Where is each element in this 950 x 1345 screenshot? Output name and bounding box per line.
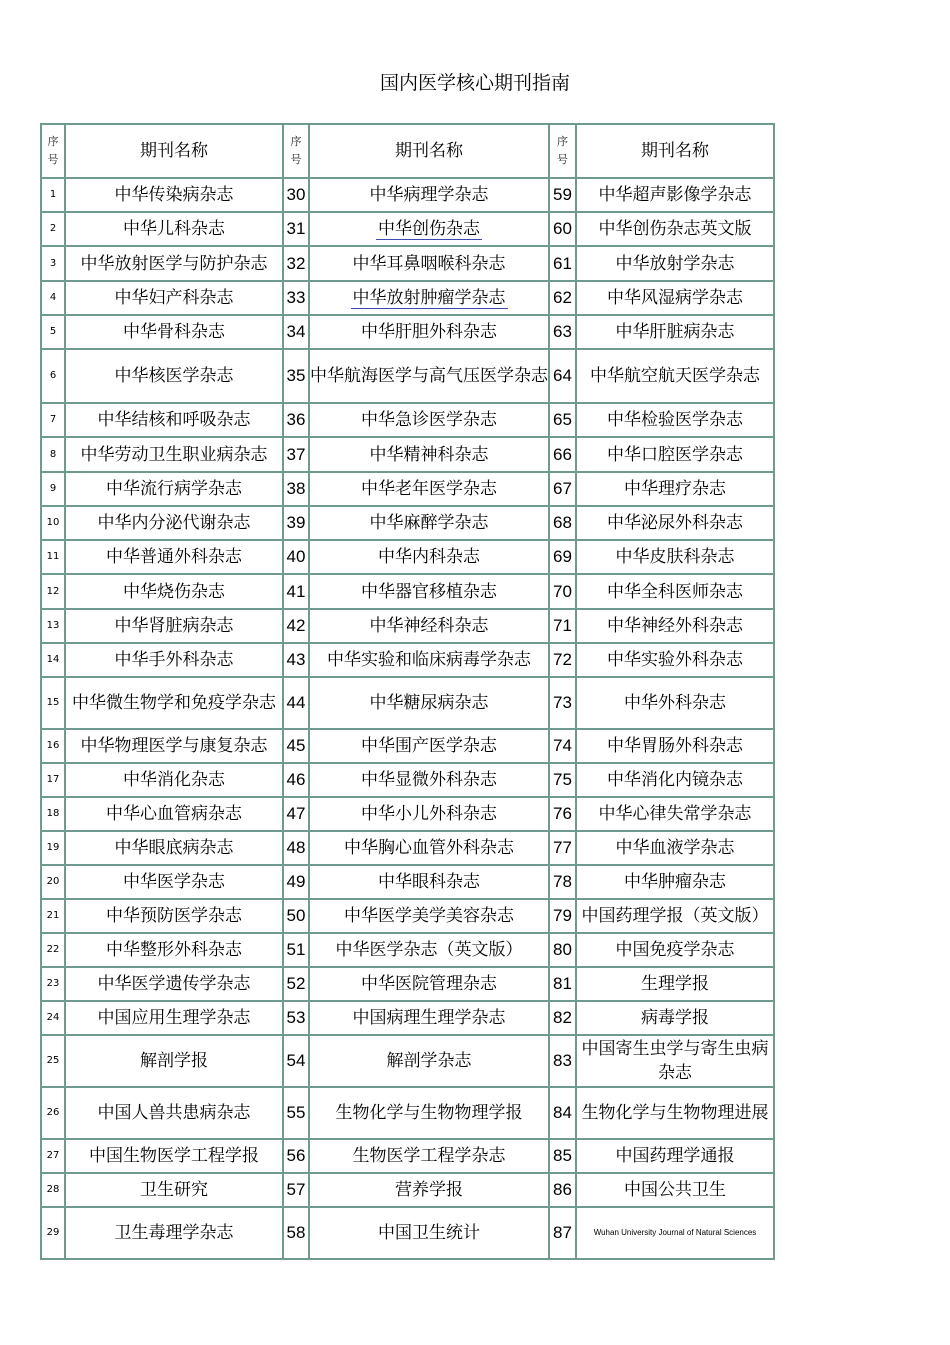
table-row — [41, 763, 774, 797]
table-row — [41, 1207, 774, 1259]
seq-number: 33 — [283, 281, 309, 315]
journal-name: 中华实验和临床病毒学杂志 — [309, 643, 549, 677]
seq-number: 44 — [283, 677, 309, 729]
seq-header-char-2: 号 — [557, 153, 568, 166]
seq-number: 36 — [283, 403, 309, 437]
seq-number: 80 — [549, 933, 576, 967]
journal-name: 中华眼科杂志 — [309, 865, 549, 899]
seq-number: 32 — [283, 246, 309, 281]
journal-name: 中华病理学杂志 — [309, 178, 549, 212]
seq-header — [549, 124, 576, 178]
seq-number: 77 — [549, 831, 576, 865]
seq-header — [41, 124, 65, 178]
journal-name: 中华放射学杂志 — [576, 246, 774, 281]
seq-number: 55 — [283, 1087, 309, 1139]
journal-name: 病毒学报 — [576, 1001, 774, 1035]
name-header: 期刊名称 — [309, 124, 549, 178]
seq-number: 49 — [283, 865, 309, 899]
table-row — [41, 403, 774, 437]
journal-name: 中华皮肤科杂志 — [576, 540, 774, 574]
journal-name: 生物化学与生物物理学报 — [309, 1087, 549, 1139]
seq-number: 3 — [41, 246, 65, 281]
journal-name: 中国人兽共患病杂志 — [65, 1087, 283, 1139]
journal-name: 中华手外科杂志 — [65, 643, 283, 677]
table-row — [41, 246, 774, 281]
seq-number: 18 — [41, 797, 65, 831]
journal-name: 中国生物医学工程学报 — [65, 1139, 283, 1173]
seq-number: 57 — [283, 1173, 309, 1207]
seq-header-char-2: 号 — [47, 153, 59, 166]
table-row — [41, 472, 774, 506]
seq-number: 27 — [41, 1139, 65, 1173]
seq-number: 34 — [283, 315, 309, 349]
seq-number: 29 — [41, 1207, 65, 1259]
seq-number: 6 — [41, 349, 65, 403]
seq-number: 30 — [283, 178, 309, 212]
table-row — [41, 609, 774, 643]
seq-number: 16 — [41, 729, 65, 763]
seq-number: 64 — [549, 349, 576, 403]
journal-name: 中华肝胆外科杂志 — [309, 315, 549, 349]
seq-number: 7 — [41, 403, 65, 437]
seq-number: 65 — [549, 403, 576, 437]
seq-number: 28 — [41, 1173, 65, 1207]
table-row — [41, 831, 774, 865]
seq-number: 68 — [549, 506, 576, 540]
seq-number: 37 — [283, 437, 309, 472]
table-row — [41, 1001, 774, 1035]
seq-number: 43 — [283, 643, 309, 677]
seq-number: 19 — [41, 831, 65, 865]
seq-number: 56 — [283, 1139, 309, 1173]
journal-name: 中华肿瘤杂志 — [576, 865, 774, 899]
seq-number: 24 — [41, 1001, 65, 1035]
table-row — [41, 1087, 774, 1139]
table-row — [41, 797, 774, 831]
journal-name: 中国公共卫生 — [576, 1173, 774, 1207]
seq-number: 53 — [283, 1001, 309, 1035]
table-row — [41, 540, 774, 574]
table-row — [41, 865, 774, 899]
seq-number: 73 — [549, 677, 576, 729]
seq-number: 75 — [549, 763, 576, 797]
seq-number: 1 — [41, 178, 65, 212]
journal-name: 解剖学杂志 — [309, 1035, 549, 1087]
page-title: 国内医学核心期刊指南 — [379, 72, 570, 94]
journal-name: 中华胸心血管外科杂志 — [309, 831, 549, 865]
table-row — [41, 933, 774, 967]
journal-name: 中国应用生理学杂志 — [65, 1001, 283, 1035]
journal-name: 中华口腔医学杂志 — [576, 437, 774, 472]
journal-name: 中华医院管理杂志 — [309, 967, 549, 1001]
table-row — [41, 677, 774, 729]
seq-number: 74 — [549, 729, 576, 763]
journal-name: 中华放射肿瘤学杂志 — [352, 288, 506, 308]
seq-header-char-1: 序 — [290, 135, 302, 148]
seq-number: 87 — [549, 1207, 576, 1259]
seq-number: 5 — [41, 315, 65, 349]
journal-name: 中华医学杂志 — [65, 865, 283, 899]
seq-number: 51 — [283, 933, 309, 967]
journal-name: 中华显微外科杂志 — [309, 763, 549, 797]
table-row — [41, 1139, 774, 1173]
seq-number: 38 — [283, 472, 309, 506]
seq-number: 78 — [549, 865, 576, 899]
table-row — [41, 899, 774, 933]
journal-name: 中华创伤杂志英文版 — [576, 212, 774, 246]
journal-name: 中华检验医学杂志 — [576, 403, 774, 437]
table-row — [41, 349, 774, 403]
seq-number: 70 — [549, 574, 576, 609]
journal-name: 中华肾脏病杂志 — [65, 609, 283, 643]
seq-number: 4 — [41, 281, 65, 315]
journal-name: 中华烧伤杂志 — [65, 574, 283, 609]
seq-number: 21 — [41, 899, 65, 933]
journal-name: 中华儿科杂志 — [65, 212, 283, 246]
journal-name: 中华心血管病杂志 — [65, 797, 283, 831]
seq-number: 46 — [283, 763, 309, 797]
seq-number: 13 — [41, 609, 65, 643]
journal-name: 中华神经科杂志 — [309, 609, 549, 643]
journal-name: 中华传染病杂志 — [65, 178, 283, 212]
journal-name: 解剖学报 — [65, 1035, 283, 1087]
seq-header-char-1: 序 — [47, 135, 59, 148]
journal-name: 中华外科杂志 — [576, 677, 774, 729]
journal-name: 中华妇产科杂志 — [65, 281, 283, 315]
journal-name: 中华精神科杂志 — [309, 437, 549, 472]
journal-name: 中华结核和呼吸杂志 — [65, 403, 283, 437]
seq-number: 83 — [549, 1035, 576, 1087]
seq-number: 22 — [41, 933, 65, 967]
journal-name: 中华老年医学杂志 — [309, 472, 549, 506]
journal-name: 中华围产医学杂志 — [309, 729, 549, 763]
seq-number: 59 — [549, 178, 576, 212]
journal-name: 生物医学工程学杂志 — [309, 1139, 549, 1173]
seq-number: 20 — [41, 865, 65, 899]
journal-name: 中华劳动卫生职业病杂志 — [65, 437, 283, 472]
seq-header-char-1: 序 — [557, 135, 568, 148]
seq-number: 10 — [41, 506, 65, 540]
seq-number: 31 — [283, 212, 309, 246]
seq-number: 85 — [549, 1139, 576, 1173]
journal-name: 中华泌尿外科杂志 — [576, 506, 774, 540]
journal-name: 中华理疗杂志 — [576, 472, 774, 506]
journal-name: 中华医学美学美容杂志 — [309, 899, 549, 933]
seq-number: 15 — [41, 677, 65, 729]
seq-number: 41 — [283, 574, 309, 609]
journal-name: 中华骨科杂志 — [65, 315, 283, 349]
journal-name: 中华消化内镜杂志 — [576, 763, 774, 797]
journal-name: 中华器官移植杂志 — [309, 574, 549, 609]
seq-number: 35 — [283, 349, 309, 403]
journal-name: 中华航空航天医学杂志 — [576, 349, 774, 403]
table-row — [41, 729, 774, 763]
seq-number: 45 — [283, 729, 309, 763]
seq-number: 86 — [549, 1173, 576, 1207]
journal-name: 中国寄生虫学与寄生虫病杂志 — [576, 1035, 774, 1087]
table-row — [41, 643, 774, 677]
journal-name: 中华麻醉学杂志 — [309, 506, 549, 540]
seq-number: 14 — [41, 643, 65, 677]
journal-name: 中华整形外科杂志 — [65, 933, 283, 967]
journal-name-cell — [309, 212, 549, 246]
seq-number: 23 — [41, 967, 65, 1001]
seq-number: 72 — [549, 643, 576, 677]
journal-name: 中华内科杂志 — [309, 540, 549, 574]
journal-name: 中华实验外科杂志 — [576, 643, 774, 677]
journal-name: 中华医学遗传学杂志 — [65, 967, 283, 1001]
table-row — [41, 506, 774, 540]
journal-name: 卫生研究 — [65, 1173, 283, 1207]
seq-header-char-2: 号 — [290, 153, 302, 166]
journal-name: 中华眼底病杂志 — [65, 831, 283, 865]
seq-number: 26 — [41, 1087, 65, 1139]
journal-name: 中华超声影像学杂志 — [576, 178, 774, 212]
journal-name: 中华核医学杂志 — [65, 349, 283, 403]
journal-name: 中华流行病学杂志 — [65, 472, 283, 506]
journal-name: 营养学报 — [309, 1173, 549, 1207]
journal-name: 中华预防医学杂志 — [65, 899, 283, 933]
seq-number: 76 — [549, 797, 576, 831]
journal-table — [40, 123, 775, 1260]
journal-name: 中华普通外科杂志 — [65, 540, 283, 574]
name-header: 期刊名称 — [576, 124, 774, 178]
table-row — [41, 967, 774, 1001]
journal-table-body — [41, 124, 774, 1259]
table-row — [41, 281, 774, 315]
journal-name: 中华神经外科杂志 — [576, 609, 774, 643]
seq-number: 82 — [549, 1001, 576, 1035]
journal-name: 中华物理医学与康复杂志 — [65, 729, 283, 763]
seq-number: 79 — [549, 899, 576, 933]
seq-number: 84 — [549, 1087, 576, 1139]
table-row — [41, 212, 774, 246]
seq-number: 61 — [549, 246, 576, 281]
seq-number: 50 — [283, 899, 309, 933]
seq-number: 39 — [283, 506, 309, 540]
journal-name: 生理学报 — [576, 967, 774, 1001]
seq-number: 47 — [283, 797, 309, 831]
seq-number: 12 — [41, 574, 65, 609]
journal-name: 生物化学与生物物理进展 — [576, 1087, 774, 1139]
journal-name: 中华放射医学与防护杂志 — [65, 246, 283, 281]
table-row — [41, 178, 774, 212]
seq-number: 17 — [41, 763, 65, 797]
table-row — [41, 437, 774, 472]
journal-name: 中华消化杂志 — [65, 763, 283, 797]
seq-number: 60 — [549, 212, 576, 246]
seq-number: 42 — [283, 609, 309, 643]
journal-name: Wuhan University Journal of Natural Sciences — [576, 1207, 774, 1259]
journal-name: 中国药理学通报 — [576, 1139, 774, 1173]
journal-name: 中华航海医学与高气压医学杂志 — [309, 349, 549, 403]
name-header: 期刊名称 — [65, 124, 283, 178]
journal-name-cell — [309, 281, 549, 315]
seq-number: 11 — [41, 540, 65, 574]
table-row — [41, 315, 774, 349]
journal-name: 中华耳鼻咽喉科杂志 — [309, 246, 549, 281]
seq-number: 81 — [549, 967, 576, 1001]
journal-name: 中华小儿外科杂志 — [309, 797, 549, 831]
table-row — [41, 1035, 774, 1087]
seq-number: 62 — [549, 281, 576, 315]
journal-name: 中华医学杂志（英文版） — [309, 933, 549, 967]
journal-name: 中华内分泌代谢杂志 — [65, 506, 283, 540]
seq-number: 2 — [41, 212, 65, 246]
journal-name: 中国病理生理学杂志 — [309, 1001, 549, 1035]
seq-number: 48 — [283, 831, 309, 865]
journal-name: 中华糖尿病杂志 — [309, 677, 549, 729]
journal-name: 中国卫生统计 — [309, 1207, 549, 1259]
journal-name: 卫生毒理学杂志 — [65, 1207, 283, 1259]
journal-name: 中华心律失常学杂志 — [576, 797, 774, 831]
journal-name: 中国免疫学杂志 — [576, 933, 774, 967]
seq-number: 52 — [283, 967, 309, 1001]
journal-name: 中华创伤杂志 — [378, 219, 480, 239]
seq-number: 63 — [549, 315, 576, 349]
seq-number: 25 — [41, 1035, 65, 1087]
seq-number: 71 — [549, 609, 576, 643]
journal-name: 中华风湿病学杂志 — [576, 281, 774, 315]
seq-number: 67 — [549, 472, 576, 506]
table-row — [41, 1173, 774, 1207]
seq-number: 40 — [283, 540, 309, 574]
seq-number: 54 — [283, 1035, 309, 1087]
journal-name: 中华肝脏病杂志 — [576, 315, 774, 349]
header-row — [41, 124, 774, 178]
seq-header — [283, 124, 309, 178]
seq-number: 69 — [549, 540, 576, 574]
seq-number: 9 — [41, 472, 65, 506]
seq-number: 58 — [283, 1207, 309, 1259]
journal-name: 中国药理学报（英文版） — [576, 899, 774, 933]
journal-name: 中华微生物学和免疫学杂志 — [65, 677, 283, 729]
journal-name: 中华全科医师杂志 — [576, 574, 774, 609]
table-row — [41, 574, 774, 609]
seq-number: 8 — [41, 437, 65, 472]
journal-name: 中华急诊医学杂志 — [309, 403, 549, 437]
journal-name: 中华胃肠外科杂志 — [576, 729, 774, 763]
journal-name: 中华血液学杂志 — [576, 831, 774, 865]
seq-number: 66 — [549, 437, 576, 472]
